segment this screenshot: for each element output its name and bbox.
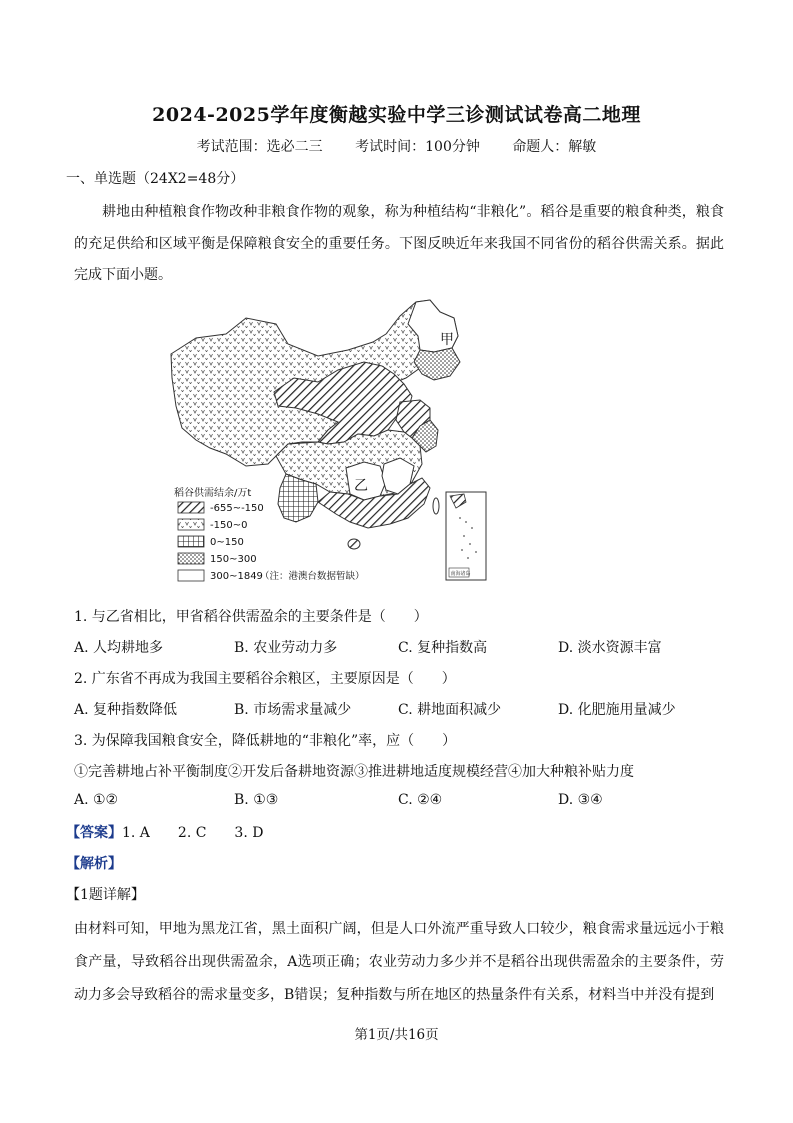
exam-info — [0, 136, 793, 156]
q2-option-d[interactable]: D. 化肥施用量减少 — [558, 702, 676, 718]
q2-option-a[interactable]: A. 复种指数降低 — [74, 702, 178, 718]
q1-option-c[interactable]: C. 复种指数高 — [398, 640, 488, 656]
legend-label-1: -655~-150 — [210, 503, 264, 514]
q2-option-c[interactable]: C. 耕地面积减少 — [398, 702, 502, 718]
answer-text: 1. A 2. C 3. D — [122, 825, 264, 841]
analysis-tag: 【解析】 — [66, 856, 122, 872]
passage-text: 耕地由种植粮食作物改种非粮食作物的观象，称为种植结构“非粮化”。稻谷是重要的粮食种类，粮食的充足供给和区域平衡是保障粮食安全的重要任务。下图反映近年来我国不同省份的稻谷供需关系。据此完成下面小题。 — [74, 204, 724, 283]
q3-option-a[interactable]: A. ①② — [74, 792, 119, 808]
question-3-statements: ①完善耕地占补平衡制度②开发后备耕地资源③推进耕地适度规模经营④加大种粮补贴力度 — [74, 764, 634, 780]
q1-option-b[interactable]: B. 农业劳动力多 — [234, 640, 338, 656]
q3-option-d[interactable]: D. ③④ — [558, 792, 603, 808]
legend-swatch-vmark — [178, 519, 204, 530]
legend-label-4: 150~300 — [210, 554, 257, 565]
question-2-stem: 2. 广东省不再成为我国主要稻谷余粮区，主要原因是（ ） — [74, 671, 456, 687]
question-3-stem: 3. 为保障我国粮食安全，降低耕地的“非粮化”率，应（ ） — [74, 733, 457, 749]
page-footer: 第1页/共16页 — [354, 1027, 439, 1043]
section-heading: 一、单选题（24X2=48分） — [66, 171, 245, 187]
legend-swatch-dots — [178, 553, 204, 564]
q3-option-c[interactable]: C. ②④ — [398, 792, 443, 808]
question-1-stem: 1. 与乙省相比，甲省稻谷供需盈余的主要条件是（ ） — [74, 609, 428, 625]
q1-option-a[interactable]: A. 人均耕地多 — [74, 640, 164, 656]
inset-label: 南海诸岛 — [450, 571, 471, 577]
map-label-yi: 乙 — [354, 478, 368, 494]
map-label-jia: 甲 — [440, 332, 454, 348]
legend-swatch-grid — [178, 536, 204, 547]
q3-option-b[interactable]: B. ①③ — [234, 792, 279, 808]
q2-option-b[interactable]: B. 市场需求量减少 — [234, 702, 352, 718]
answer-line — [66, 822, 263, 842]
legend-swatch-blank — [178, 570, 204, 581]
exam-time: 考试时间：100分钟 — [355, 139, 480, 155]
q1-option-d[interactable]: D. 淡水资源丰富 — [558, 640, 662, 656]
legend-label-5: 300~1849 — [210, 571, 263, 582]
legend-swatch-hatch — [178, 502, 204, 513]
legend-label-2: -150~0 — [210, 520, 248, 531]
rice-supply-map — [168, 296, 490, 586]
exam-scope: 考试范围：选必二三 — [196, 139, 323, 155]
south-china-sea-inset — [446, 492, 486, 580]
exam-author: 命题人：解敏 — [512, 139, 597, 155]
map-northeast-dots — [414, 348, 460, 380]
exam-title: 2024-2025学年度衡越实验中学三诊测试试卷高二地理 — [152, 104, 641, 126]
legend-title: 稻谷供需结余/万t — [174, 488, 252, 499]
legend-label-3: 0~150 — [210, 537, 244, 548]
map-note: （注：港澳台数据暂缺） — [260, 571, 365, 582]
answer-tag: 【答案】 — [66, 825, 122, 841]
detail-tag: 【1题详解】 — [66, 887, 145, 903]
detail-text: 由材料可知，甲地为黑龙江省，黑土面积广阔，但是人口外流严重导致人口较少，粮食需求量远远小于粮食产量，导致稻谷出现供需盈余，A选项正确；农业劳动力多少并不是稻谷出现供需盈余的主要条件，劳动力多会导致稻谷的需求量变多，B错误；复种指数与所在地区的热量条件有关系，材料当中并没有提到 — [74, 921, 724, 1003]
